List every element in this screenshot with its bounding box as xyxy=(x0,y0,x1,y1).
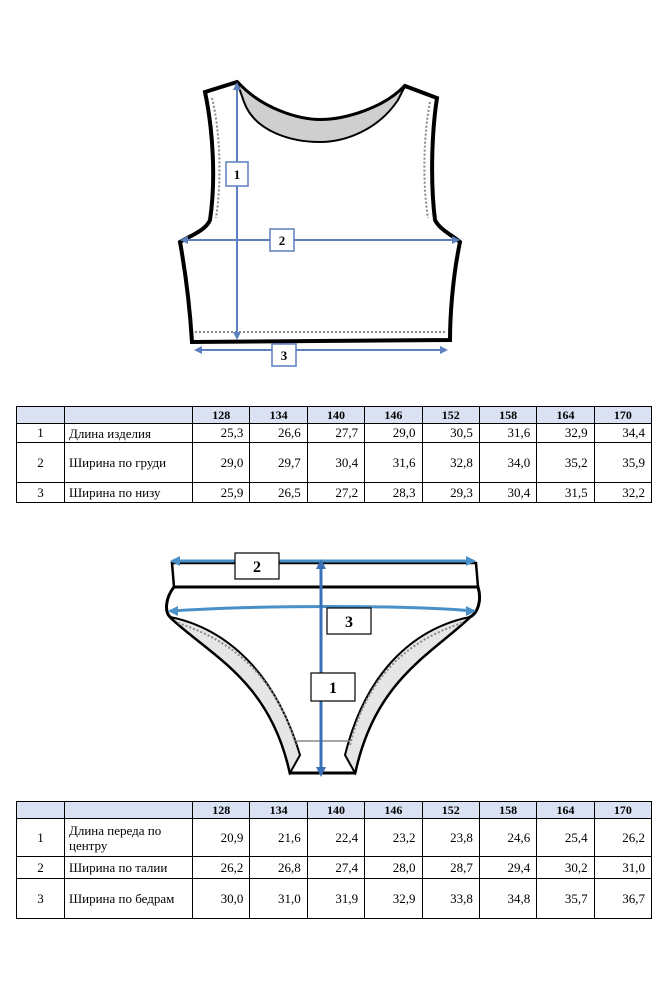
row-number: 3 xyxy=(17,879,65,919)
table-header-row xyxy=(17,407,652,424)
svg-text:1: 1 xyxy=(329,680,337,697)
cell-value: 26,8 xyxy=(250,857,307,879)
cell-value: 25,4 xyxy=(537,819,594,857)
row-number: 2 xyxy=(17,443,65,483)
row-label: Ширина по груди xyxy=(65,443,193,483)
cell-value: 21,6 xyxy=(250,819,307,857)
header-size: 170 xyxy=(594,407,651,424)
svg-text:3: 3 xyxy=(345,614,353,631)
cell-value: 35,2 xyxy=(537,443,594,483)
header-size: 140 xyxy=(307,802,364,819)
measure-label-3 xyxy=(327,608,371,634)
table-row xyxy=(17,424,652,443)
row-number: 2 xyxy=(17,857,65,879)
cell-value: 36,7 xyxy=(594,879,651,919)
header-cell-blank xyxy=(65,407,193,424)
briefs-size-table xyxy=(16,801,652,919)
header-cell-blank xyxy=(17,802,65,819)
cell-value: 23,8 xyxy=(422,819,479,857)
cell-value: 28,0 xyxy=(365,857,422,879)
cell-value: 25,9 xyxy=(193,483,250,503)
header-size: 146 xyxy=(365,802,422,819)
header-cell-blank xyxy=(17,407,65,424)
cell-value: 30,4 xyxy=(307,443,364,483)
header-cell-blank xyxy=(65,802,193,819)
header-size: 164 xyxy=(537,407,594,424)
cell-value: 26,5 xyxy=(250,483,307,503)
cell-value: 31,6 xyxy=(365,443,422,483)
header-size: 128 xyxy=(193,802,250,819)
measure-arrow-3-right xyxy=(440,346,448,354)
header-size: 134 xyxy=(250,407,307,424)
cell-value: 34,8 xyxy=(479,879,536,919)
cell-value: 30,5 xyxy=(422,424,479,443)
header-size: 140 xyxy=(307,407,364,424)
svg-text:2: 2 xyxy=(278,233,286,248)
cell-value: 34,0 xyxy=(479,443,536,483)
cell-value: 29,7 xyxy=(250,443,307,483)
cell-value: 30,2 xyxy=(537,857,594,879)
row-label: Длина переда по центру xyxy=(65,819,193,857)
cell-value: 29,0 xyxy=(365,424,422,443)
cell-value: 29,0 xyxy=(193,443,250,483)
crop-top-size-table xyxy=(16,406,652,503)
briefs-waistband xyxy=(172,563,478,587)
cell-value: 29,4 xyxy=(479,857,536,879)
row-label: Длина изделия xyxy=(65,424,193,443)
cell-value: 23,2 xyxy=(365,819,422,857)
table-header-row xyxy=(17,802,652,819)
cell-value: 30,4 xyxy=(479,483,536,503)
cell-value: 26,2 xyxy=(594,819,651,857)
svg-text:3: 3 xyxy=(280,348,288,363)
cell-value: 27,2 xyxy=(307,483,364,503)
briefs-diagram xyxy=(0,545,667,785)
cell-value: 31,0 xyxy=(250,879,307,919)
cell-value: 26,2 xyxy=(193,857,250,879)
cell-value: 27,4 xyxy=(307,857,364,879)
header-size: 152 xyxy=(422,802,479,819)
cell-value: 31,5 xyxy=(537,483,594,503)
cell-value: 24,6 xyxy=(479,819,536,857)
cell-value: 34,4 xyxy=(594,424,651,443)
cell-value: 26,6 xyxy=(250,424,307,443)
svg-text:2: 2 xyxy=(253,559,261,576)
svg-text:1: 1 xyxy=(233,167,241,182)
cell-value: 28,3 xyxy=(365,483,422,503)
header-size: 152 xyxy=(422,407,479,424)
header-size: 158 xyxy=(479,802,536,819)
table-row xyxy=(17,819,652,857)
header-size: 164 xyxy=(537,802,594,819)
row-label: Ширина по низу xyxy=(65,483,193,503)
cell-value: 29,3 xyxy=(422,483,479,503)
table-row xyxy=(17,443,652,483)
cell-value: 32,8 xyxy=(422,443,479,483)
row-number: 3 xyxy=(17,483,65,503)
crop-top-diagram xyxy=(0,70,667,370)
measure-label-1 xyxy=(226,162,248,186)
row-number: 1 xyxy=(17,819,65,857)
cell-value: 32,9 xyxy=(365,879,422,919)
cell-value: 35,9 xyxy=(594,443,651,483)
cell-value: 30,0 xyxy=(193,879,250,919)
cell-value: 20,9 xyxy=(193,819,250,857)
table-row xyxy=(17,483,652,503)
header-size: 128 xyxy=(193,407,250,424)
cell-value: 32,2 xyxy=(594,483,651,503)
header-size: 170 xyxy=(594,802,651,819)
table-row xyxy=(17,879,652,919)
row-label: Ширина по талии xyxy=(65,857,193,879)
cell-value: 33,8 xyxy=(422,879,479,919)
measure-arrow-3-left xyxy=(194,346,202,354)
cell-value: 31,6 xyxy=(479,424,536,443)
measure-label-3 xyxy=(272,344,296,366)
header-size: 146 xyxy=(365,407,422,424)
cell-value: 31,0 xyxy=(594,857,651,879)
header-size: 158 xyxy=(479,407,536,424)
measure-label-2 xyxy=(235,553,279,579)
measure-label-1 xyxy=(311,673,355,701)
cell-value: 32,9 xyxy=(537,424,594,443)
row-number: 1 xyxy=(17,424,65,443)
cell-value: 31,9 xyxy=(307,879,364,919)
cell-value: 25,3 xyxy=(193,424,250,443)
cell-value: 28,7 xyxy=(422,857,479,879)
measure-label-2 xyxy=(270,229,294,251)
table-row xyxy=(17,857,652,879)
header-size: 134 xyxy=(250,802,307,819)
cell-value: 35,7 xyxy=(537,879,594,919)
cell-value: 22,4 xyxy=(307,819,364,857)
row-label: Ширина по бедрам xyxy=(65,879,193,919)
cell-value: 27,7 xyxy=(307,424,364,443)
